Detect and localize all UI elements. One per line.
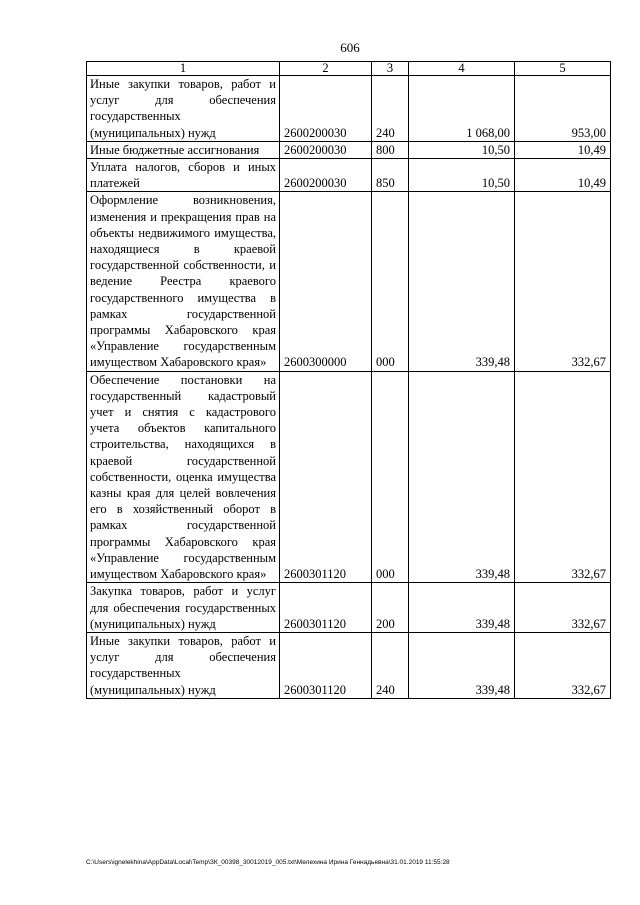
table-row bbox=[87, 192, 611, 371]
row-value-cell: 332,67 bbox=[515, 371, 611, 583]
row-name-cell: Оформление возникновения, изменения и прекращения прав на объекты недвижимого имущества, находящиеся в краевой государственной собственности, и ведение Реестра краевого государственного имущества в рамках государственной программы Хабаровского края «Управление государственным имуществом Хабаровского края» bbox=[87, 192, 280, 371]
row-value-cell: 332,67 bbox=[515, 583, 611, 633]
table-header-row bbox=[87, 62, 611, 76]
budget-table bbox=[86, 61, 611, 699]
row-value-2018-cell: 10,50 bbox=[409, 141, 515, 158]
row-code-cell: 2600200030 bbox=[280, 159, 372, 192]
row-code-cell: 2600301120 bbox=[280, 583, 372, 633]
column-header: 3 bbox=[372, 62, 409, 76]
column-header: 1 bbox=[87, 62, 280, 76]
row-code-cell: 2600200030 bbox=[280, 76, 372, 142]
row-name-cell: Иные закупки товаров, работ и услуг для обеспечения государственных (муниципальных) нужд bbox=[87, 76, 280, 142]
column-header: 2 bbox=[280, 62, 372, 76]
table-row bbox=[87, 371, 611, 583]
row-value-2018-cell: 339,48 bbox=[409, 192, 515, 371]
table-row bbox=[87, 159, 611, 192]
row-name-cell: Обеспечение постановки на государственный кадастровый учет и снятия с кадастрового учета объектов капитального строительства, находящихся в краевой государственной собственности, оценка имущества казны края для целей вовлечения его в хозяйственный оборот в рамках государственной программы Хабаровского края «Управление государственным имуществом Хабаровского края» bbox=[87, 371, 280, 583]
row-type-cell: 200 bbox=[372, 583, 409, 633]
row-value-2018-cell: 339,48 bbox=[409, 632, 515, 698]
row-type-cell: 000 bbox=[372, 371, 409, 583]
row-type-cell: 800 bbox=[372, 141, 409, 158]
row-code-cell: 2600300000 bbox=[280, 192, 372, 371]
row-name-cell: Иные закупки товаров, работ и услуг для обеспечения государственных (муниципальных) нужд bbox=[87, 632, 280, 698]
row-value-cell: 332,67 bbox=[515, 192, 611, 371]
row-value-cell: 332,67 bbox=[515, 632, 611, 698]
row-value-2018-cell: 10,50 bbox=[409, 159, 515, 192]
row-name-cell: Уплата налогов, сборов и иных платежей bbox=[87, 159, 280, 192]
row-value-2018-cell: 339,48 bbox=[409, 371, 515, 583]
row-value-2018-cell: 339,48 bbox=[409, 583, 515, 633]
table-row bbox=[87, 583, 611, 633]
row-code-cell: 2600301120 bbox=[280, 371, 372, 583]
page-number: 606 bbox=[340, 40, 360, 55]
row-type-cell: 000 bbox=[372, 192, 409, 371]
row-value-cell: 10,49 bbox=[515, 159, 611, 192]
table-row bbox=[87, 76, 611, 142]
column-header: 5 bbox=[515, 62, 611, 76]
row-type-cell: 240 bbox=[372, 76, 409, 142]
file-path-footer: C:\Users\ignelekhina\AppData\Local\Temp\ЗК_00398_30012019_005.txt\Мелехина Ирина Геннадьевна\31.01.2019 11:55:28 bbox=[86, 859, 450, 866]
row-name-cell: Закупка товаров, работ и услуг для обеспечения государственных (муниципальных) нужд bbox=[87, 583, 280, 633]
row-value-cell: 10,49 bbox=[515, 141, 611, 158]
column-header: 4 bbox=[409, 62, 515, 76]
row-type-cell: 240 bbox=[372, 632, 409, 698]
row-value-cell: 953,00 bbox=[515, 76, 611, 142]
row-name-cell: Иные бюджетные ассигнования bbox=[87, 141, 280, 158]
table-row bbox=[87, 632, 611, 698]
row-code-cell: 2600301120 bbox=[280, 632, 372, 698]
table-row bbox=[87, 141, 611, 158]
row-code-cell: 2600200030 bbox=[280, 141, 372, 158]
row-type-cell: 850 bbox=[372, 159, 409, 192]
row-value-2018-cell: 1 068,00 bbox=[409, 76, 515, 142]
